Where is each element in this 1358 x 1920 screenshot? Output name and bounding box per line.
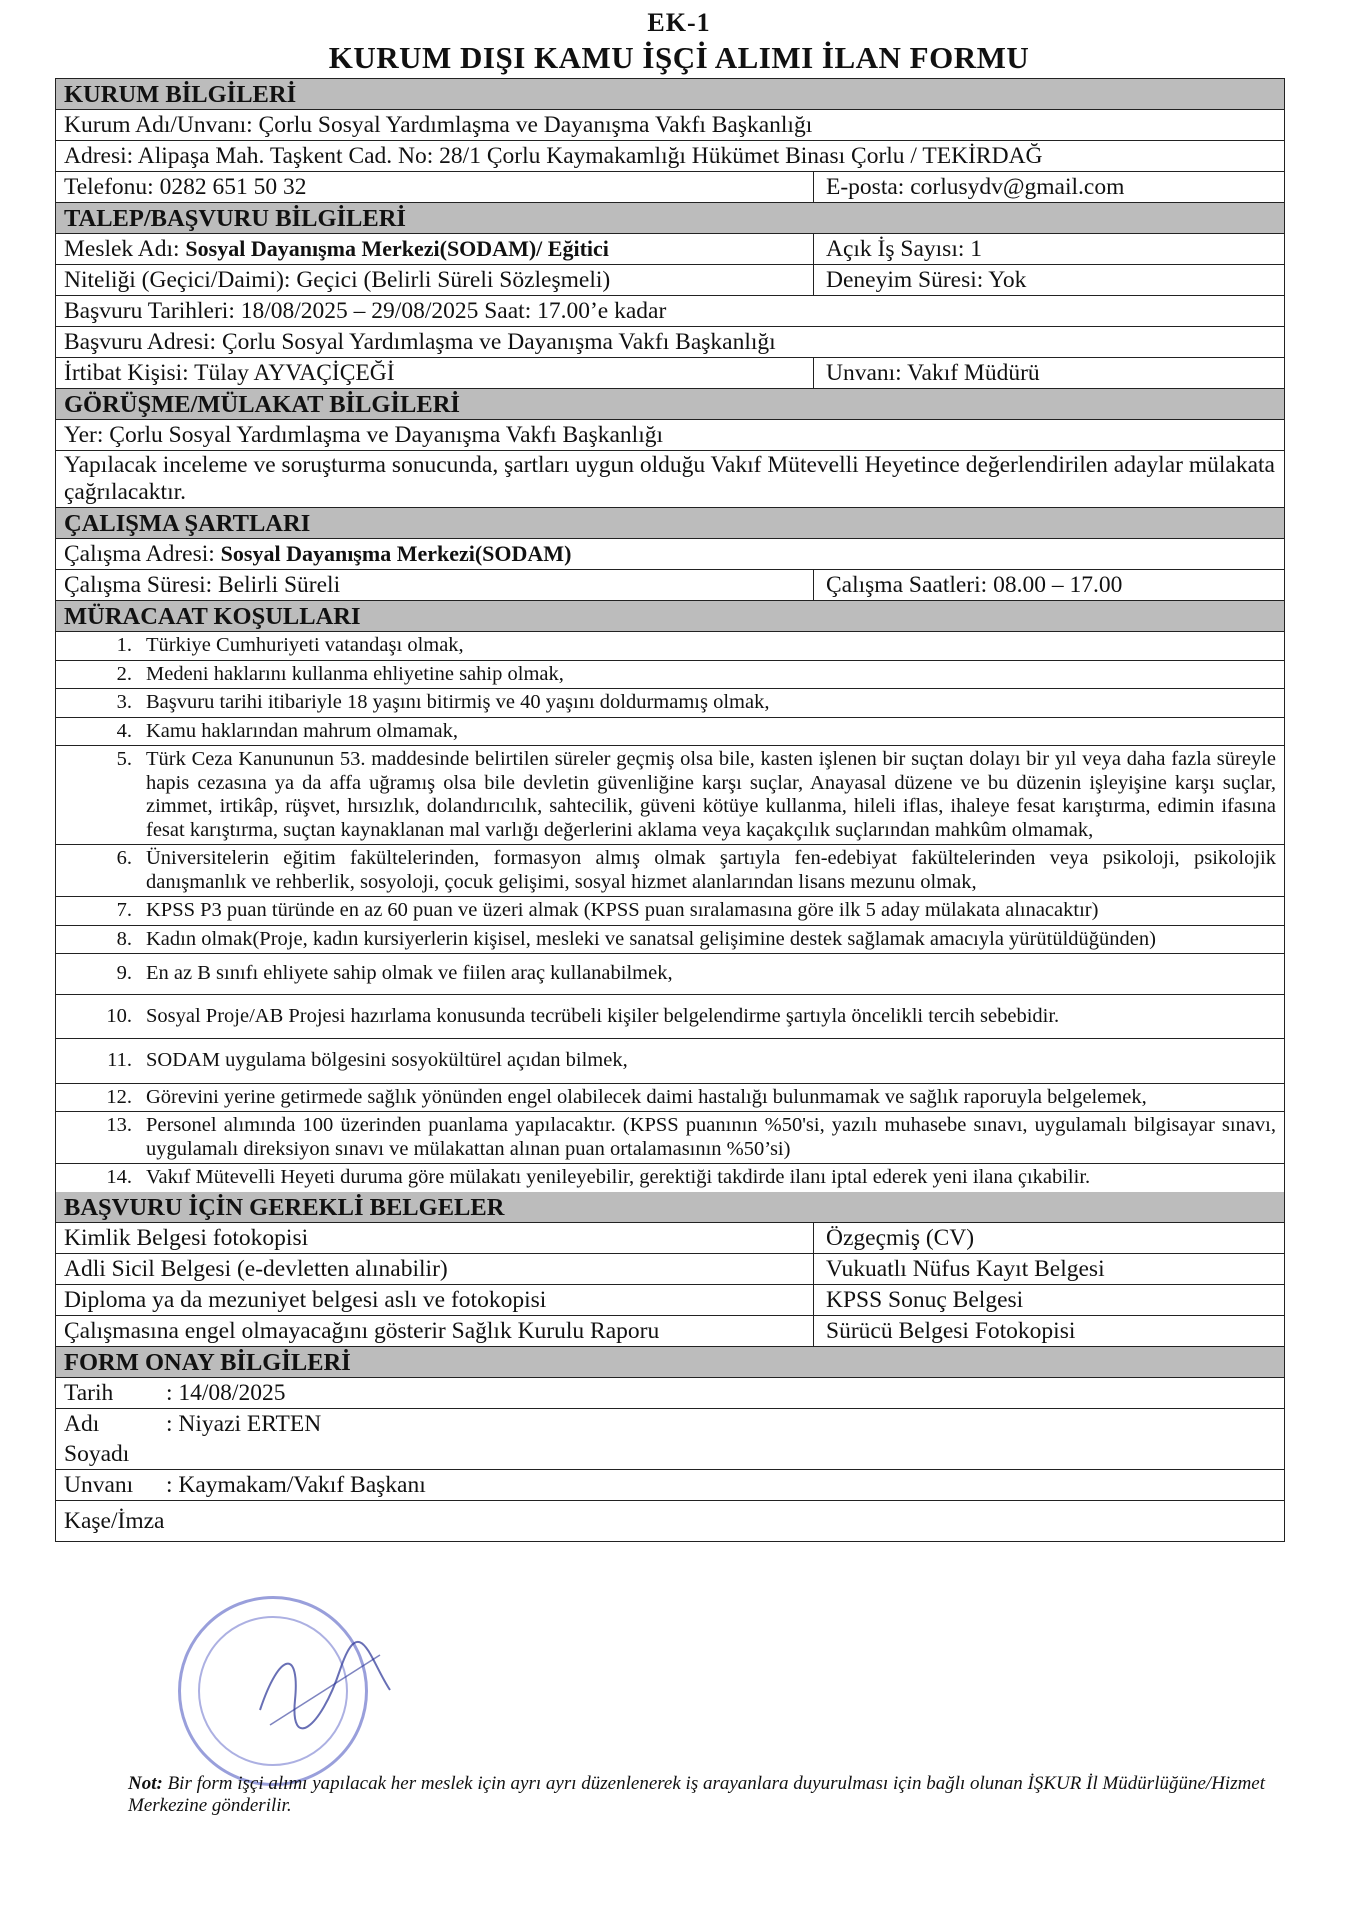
job-posting-form: [55, 78, 1285, 1542]
talep-irtibat: İrtibat Kişisi: Tülay AYVAÇİÇEĞİ: [56, 358, 814, 388]
form-title: KURUM DIŞI KAMU İŞÇİ ALIMI İLAN FORMU: [328, 40, 1030, 75]
condition-text: Kadın olmak(Proje, kadın kursiyerlerin kişisel, mesleki ve sanatsal gelişimine destek sağlamak amacıyla yürütüldüğünden): [146, 927, 1156, 950]
approval-name-value: : Niyazi ERTEN: [166, 1410, 322, 1437]
condition-item: [56, 897, 1284, 926]
approval-date-row: [56, 1378, 1284, 1409]
document-right: Vukuatlı Nüfus Kayıt Belgesi: [826, 1255, 1105, 1282]
section-belgeler-header: BAŞVURU İÇİN GEREKLİ BELGELER: [56, 1192, 1284, 1223]
condition-item: [56, 689, 1284, 718]
talep-deneyim: Deneyim Süresi: Yok: [826, 267, 1027, 293]
section-onay-header: FORM ONAY BİLGİLERİ: [56, 1347, 1284, 1378]
document-left: Çalışmasına engel olmayacağını gösterir Sağlık Kurulu Raporu: [56, 1316, 814, 1346]
condition-item: [56, 1084, 1284, 1113]
condition-number: 3.: [116, 691, 132, 713]
footer-note: [128, 1773, 1268, 1817]
kurum-contact-row: [56, 172, 1284, 203]
document-row: [56, 1223, 1284, 1254]
condition-text: En az B sınıfı ehliyete sahip olmak ve fiilen araç kullanabilmek,: [146, 962, 673, 984]
condition-item: [56, 926, 1284, 955]
calisma-adres: [56, 539, 1284, 570]
condition-item: [56, 632, 1284, 661]
talep-adres: Başvuru Adresi: Çorlu Sosyal Yardımlaşma ve Dayanışma Vakfı Başkanlığı: [56, 327, 1284, 358]
document-right: Sürücü Belgesi Fotokopisi: [826, 1317, 1076, 1344]
annex-label: EK-1: [647, 8, 711, 37]
approval-stamp-label: Kaşe/İmza: [64, 1507, 165, 1534]
talep-irtibat-row: [56, 358, 1284, 389]
approval-stamp-value: [166, 1501, 1284, 1541]
document-left: Diploma ya da mezuniyet belgesi aslı ve fotokopisi: [56, 1285, 814, 1315]
kurum-email: E-posta: corlusydv@gmail.com: [826, 174, 1125, 200]
section-gorusme-header: GÖRÜŞME/MÜLAKAT BİLGİLERİ: [56, 389, 1284, 420]
gorusme-yer: Yer: Çorlu Sosyal Yardımlaşma ve Dayanışma Vakfı Başkanlığı: [56, 420, 1284, 451]
approval-name-row: [56, 1409, 1284, 1470]
meslek-value: Sosyal Dayanışma Merkezi(SODAM)/ Eğitici: [185, 236, 609, 261]
talep-unvan: Unvanı: Vakıf Müdürü: [826, 360, 1040, 386]
condition-text: Personel alımında 100 üzerinden puanlama yapılacaktır. (KPSS puanının %50'si, yazılı muhasebe sınavı, uygulamalı bilgisayar sınavı, uygulamalı direksiyon sınavı ve mülakattan alınan puan ortalamasının %50’si): [146, 1114, 1276, 1160]
talep-tarihler: Başvuru Tarihleri: 18/08/2025 – 29/08/2025 Saat: 17.00’e kadar: [56, 296, 1284, 327]
document-row: [56, 1285, 1284, 1316]
condition-number: 8.: [116, 927, 132, 950]
document-right: KPSS Sonuç Belgesi: [826, 1286, 1024, 1313]
section-calisma-header: ÇALIŞMA ŞARTLARI: [56, 508, 1284, 539]
condition-number: 12.: [106, 1085, 132, 1108]
section-muracaat-header: MÜRACAAT KOŞULLARI: [56, 601, 1284, 632]
gorusme-aciklama: Yapılacak inceleme ve soruşturma sonucunda, şartları uygun olduğu Vakıf Mütevelli Heyetince değerlendirilen adaylar mülakata çağrılacaktır.: [56, 451, 1284, 508]
document-left: Kimlik Belgesi fotokopisi: [56, 1223, 814, 1253]
document-right: Özgeçmiş (CV): [826, 1224, 975, 1251]
condition-item: [56, 1112, 1284, 1164]
condition-text: Üniversitelerin eğitim fakültelerinden, formasyon almış olmak şartıyla fen-edebiyat fakültelerinden veya psikoloji, psikolojik danışmanlık ve rehberlik, sosyoloji, çocuk gelişimi, sosyal hizmet alanlarından lisans mezunu olmak,: [146, 847, 1276, 893]
approval-stamp-row: [56, 1501, 1284, 1541]
condition-text: Türkiye Cumhuriyeti vatandaşı olmak,: [146, 634, 464, 656]
condition-number: 6.: [116, 847, 132, 869]
condition-item: [56, 1039, 1284, 1084]
condition-text: Medeni haklarını kullanma ehliyetine sahip olmak,: [146, 662, 564, 685]
approval-title-row: [56, 1470, 1284, 1501]
condition-number: 13.: [106, 1114, 132, 1136]
condition-number: 4.: [116, 719, 132, 742]
note-label: Not:: [128, 1773, 163, 1794]
talep-nitelik: Niteliği (Geçici/Daimi): Geçici (Belirli Süreli Sözleşmeli): [56, 265, 814, 295]
kurum-address: Adresi: Alipaşa Mah. Taşkent Cad. No: 28/1 Çorlu Kaymakamlığı Hükümet Binası Çorlu / TEKİRDAĞ: [56, 141, 1284, 172]
condition-text: Vakıf Mütevelli Heyeti duruma göre mülakatı yenileyebilir, gerektiği takdirde ilanı iptal ederek yeni ilana çıkabilir.: [146, 1166, 1091, 1188]
condition-item: [56, 1164, 1284, 1192]
document-left: Adli Sicil Belgesi (e-devletten alınabilir): [56, 1254, 814, 1284]
approval-name-label: Adı Soyadı: [64, 1410, 130, 1467]
condition-item: [56, 746, 1284, 845]
section-talep-header: TALEP/BAŞVURU BİLGİLERİ: [56, 203, 1284, 234]
approval-title-label: Unvanı: [64, 1471, 134, 1498]
talep-meslek: [56, 234, 814, 264]
calisma-sure: Çalışma Süresi: Belirli Süreli: [56, 570, 814, 600]
document-row: [56, 1254, 1284, 1285]
condition-text: Başvuru tarihi itibariyle 18 yaşını bitirmiş ve 40 yaşını doldurmamış olmak,: [146, 691, 770, 713]
condition-number: 7.: [116, 899, 132, 921]
condition-text: Görevini yerine getirmede sağlık yönünden engel olabilecek daimi hastalığı bulunmamak ve sağlık raporuyla belgelemek,: [146, 1085, 1147, 1108]
condition-text: SODAM uygulama bölgesini sosyokültürel açıdan bilmek,: [146, 1049, 628, 1071]
condition-number: 14.: [106, 1166, 132, 1188]
condition-number: 11.: [107, 1049, 132, 1071]
talep-meslek-row: [56, 234, 1284, 265]
calisma-adres-label: Çalışma Adresi:: [64, 541, 221, 567]
condition-item: [56, 718, 1284, 747]
calisma-adres-value: Sosyal Dayanışma Merkezi(SODAM): [220, 541, 572, 566]
calisma-sure-row: [56, 570, 1284, 601]
condition-item: [56, 661, 1284, 690]
calisma-saatler: Çalışma Saatleri: 08.00 – 17.00: [826, 572, 1123, 598]
condition-number: 10.: [106, 1004, 132, 1027]
condition-number: 2.: [116, 662, 132, 685]
condition-text: Türk Ceza Kanununun 53. maddesinde belirtilen süreler geçmiş olsa bile, kasten işlenen bir suçtan dolayı bir yıl veya daha fazla süreyle hapis cezasına ya da affa uğramış olsa bile devletin güvenliğine karşı suçlar, Anayasal düzene ve bu düzenin işleyişine karşı suçlar, zimmet, irtikâp, rüşvet, hırsızlık, dolandırıcılık, sahtecilik, güveni kötüye kullanma, hileli iflas, ihaleye fesat karıştırma, edimin ifasına fesat karıştırma, suçtan kaynaklanan mal varlığı değerlerini aklama veya kaçakçılık suçlarından mahkûm olmamak,: [146, 748, 1276, 841]
note-text: Bir form işçi alımı yapılacak her meslek için ayrı ayrı düzenlenerek iş arayanlara duyurulması için bağlı olunan İŞKUR İl Müdürlüğüne/Hizmet Merkezine gönderilir.: [128, 1773, 1266, 1816]
condition-text: Kamu haklarından mahrum olmamak,: [146, 719, 458, 742]
conditions-list: [56, 632, 1284, 1192]
meslek-label: Meslek Adı:: [64, 236, 186, 262]
condition-number: 5.: [116, 748, 132, 770]
condition-item: [56, 954, 1284, 995]
condition-number: 1.: [116, 634, 132, 656]
condition-number: 9.: [116, 962, 132, 984]
approval-date-value: : 14/08/2025: [166, 1379, 286, 1406]
approval-title-value: : Kaymakam/Vakıf Başkanı: [166, 1471, 426, 1498]
signature: [250, 1630, 400, 1750]
condition-text: KPSS P3 puan türünde en az 60 puan ve üzeri almak (KPSS puan sıralamasına göre ilk 5 aday mülakata alınacaktır): [146, 899, 1099, 921]
approval-date-label: Tarih: [64, 1379, 114, 1406]
talep-acik-is: Açık İş Sayısı: 1: [826, 236, 983, 262]
talep-nitelik-row: [56, 265, 1284, 296]
condition-item: [56, 995, 1284, 1040]
kurum-name: Kurum Adı/Unvanı: Çorlu Sosyal Yardımlaşma ve Dayanışma Vakfı Başkanlığı: [56, 110, 1284, 141]
kurum-phone: Telefonu: 0282 651 50 32: [56, 172, 814, 202]
condition-item: [56, 845, 1284, 897]
section-kurum-header: KURUM BİLGİLERİ: [56, 79, 1284, 110]
document-row: [56, 1316, 1284, 1347]
condition-text: Sosyal Proje/AB Projesi hazırlama konusunda tecrübeli kişiler belgelendirme şartıyla öncelikli tercih sebebidir.: [146, 1004, 1060, 1027]
